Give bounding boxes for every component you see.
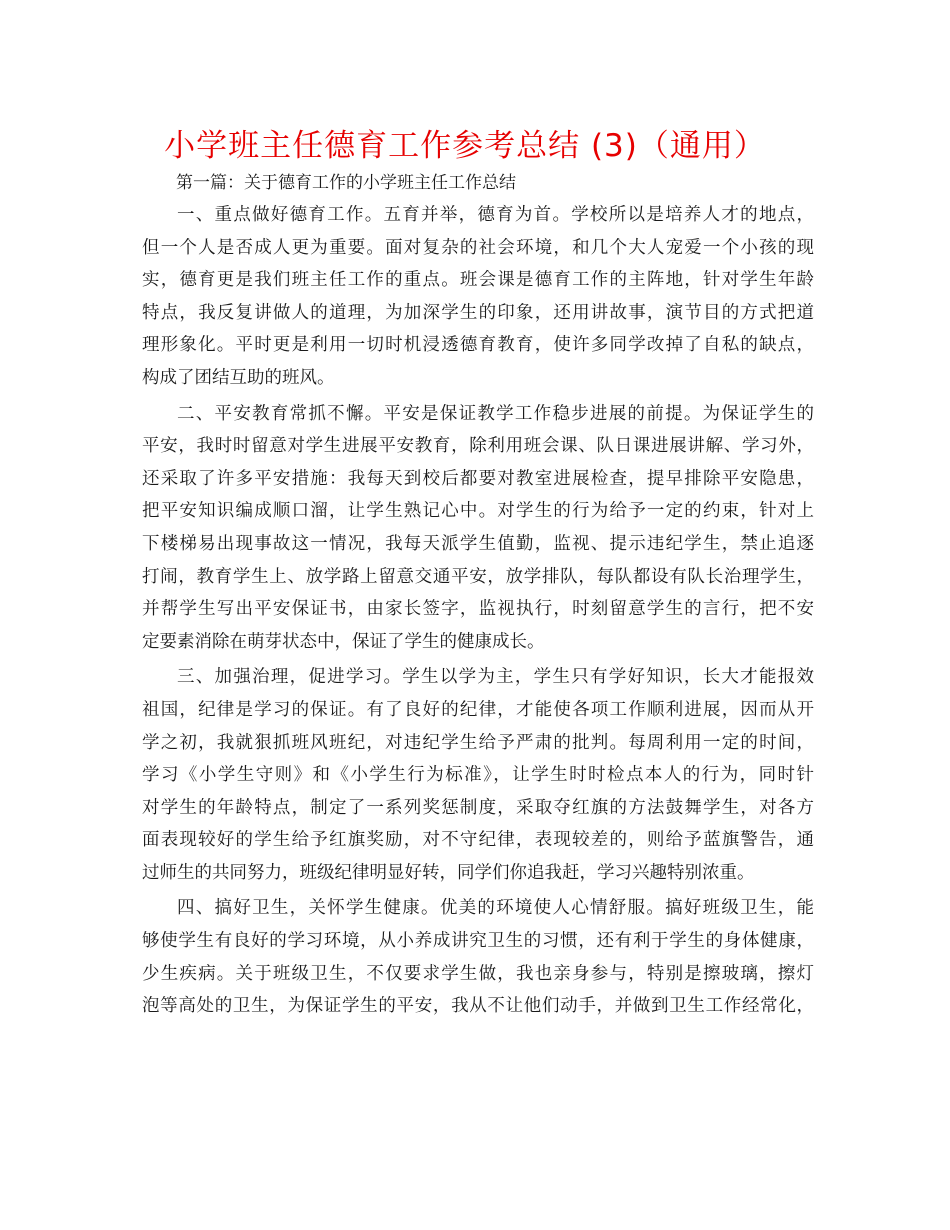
paragraph-line: 少生疾病。关于班级卫生，不仅要求学生做，我也亲身参与，特别是擦玻璃，擦灯 — [142, 963, 814, 984]
paragraph — [142, 892, 814, 1022]
paragraph — [142, 199, 814, 395]
paragraph-line: 祖国，纪律是学习的保证。有了良好的纪律，才能使各项工作顺利进展，因而从开 — [142, 699, 814, 720]
paragraph-line: 实，德育更是我们班主任工作的重点。班会课是德育工作的主阵地，针对学生年龄 — [142, 270, 814, 291]
paragraph-line: 三、加强治理，促进学习。学生以学为主，学生只有学好知识，长大才能报效 — [177, 667, 814, 688]
paragraph-line: 并帮学生写出平安保证书，由家长签字，监视执行，时刻留意学生的言行，把不安 — [142, 599, 814, 620]
document-body — [142, 199, 814, 1026]
paragraph — [142, 661, 814, 889]
paragraph-line: 面表现较好的学生给予红旗奖励，对不守纪律，表现较差的，则给予蓝旗警告，通 — [142, 830, 814, 851]
paragraph-line: 够使学生有良好的学习环境，从小养成讲究卫生的习惯，还有利于学生的身体健康， — [142, 931, 814, 952]
document-title: 小学班主任德育工作参考总结 (3)（通用） — [164, 128, 766, 164]
paragraph-line: 一、重点做好德育工作。五育并举，德育为首。学校所以是培养人才的地点， — [177, 205, 814, 225]
paragraph — [142, 398, 814, 659]
paragraph-line: 下楼梯易出现事故这一情况，我每天派学生值勤，监视、提示违纪学生，禁止追逐 — [142, 533, 814, 554]
paragraph-line: 还采取了许多平安措施：我每天到校后都要对教室进展检查，提早排除平安隐患， — [142, 468, 814, 489]
paragraph-line: 打闹，教育学生上、放学路上留意交通平安，放学排队，每队都设有队长治理学生， — [142, 566, 814, 587]
paragraph-line: 特点，我反复讲做人的道理，为加深学生的印象，还用讲故事，演节目的方式把道 — [142, 302, 814, 323]
paragraph-line: 泡等高处的卫生，为保证学生的平安，我从不让他们动手，并做到卫生工作经常化， — [142, 996, 814, 1017]
paragraph-line: 过师生的共同努力，班级纪律明显好转，同学们你追我赶，学习兴趣特别浓重。 — [142, 862, 755, 883]
paragraph-line: 构成了团结互助的班风。 — [142, 367, 335, 388]
paragraph-line: 定要素消除在萌芽状态中，保证了学生的健康成长。 — [142, 631, 545, 652]
document-subtitle: 第一篇：关于德育工作的小学班主任工作总结 — [176, 173, 516, 193]
paragraph-line: 对学生的年龄特点，制定了一系列奖惩制度，采取夺红旗的方法鼓舞学生，对各方 — [142, 797, 814, 818]
paragraph-line: 学习《小学生守则》和《小学生行为标准》，让学生时时检点本人的行为，同时针 — [142, 765, 814, 786]
paragraph-line: 但一个人是否成人更为重要。面对复杂的社会环境，和几个大人宠爱一个小孩的现 — [142, 237, 814, 258]
paragraph-line: 学之初，我就狠抓班风班纪，对违纪学生给予严肃的批判。每周利用一定的时间， — [142, 732, 814, 753]
paragraph-line: 把平安知识编成顺口溜，让学生熟记心中。对学生的行为给予一定的约束，针对上 — [142, 501, 814, 522]
paragraph-line: 二、平安教育常抓不懈。平安是保证教学工作稳步进展的前提。为保证学生的 — [177, 403, 814, 424]
paragraph-line: 理形象化。平时更是利用一切时机浸透德育教育，使许多同学改掉了自私的缺点， — [142, 335, 814, 356]
paragraph-line: 平安，我时时留意对学生进展平安教育，除利用班会课、队日课进展讲解、学习外， — [142, 436, 814, 457]
paragraph-line: 四、搞好卫生，关怀学生健康。优美的环境使人心情舒服。搞好班级卫生，能 — [177, 898, 814, 919]
